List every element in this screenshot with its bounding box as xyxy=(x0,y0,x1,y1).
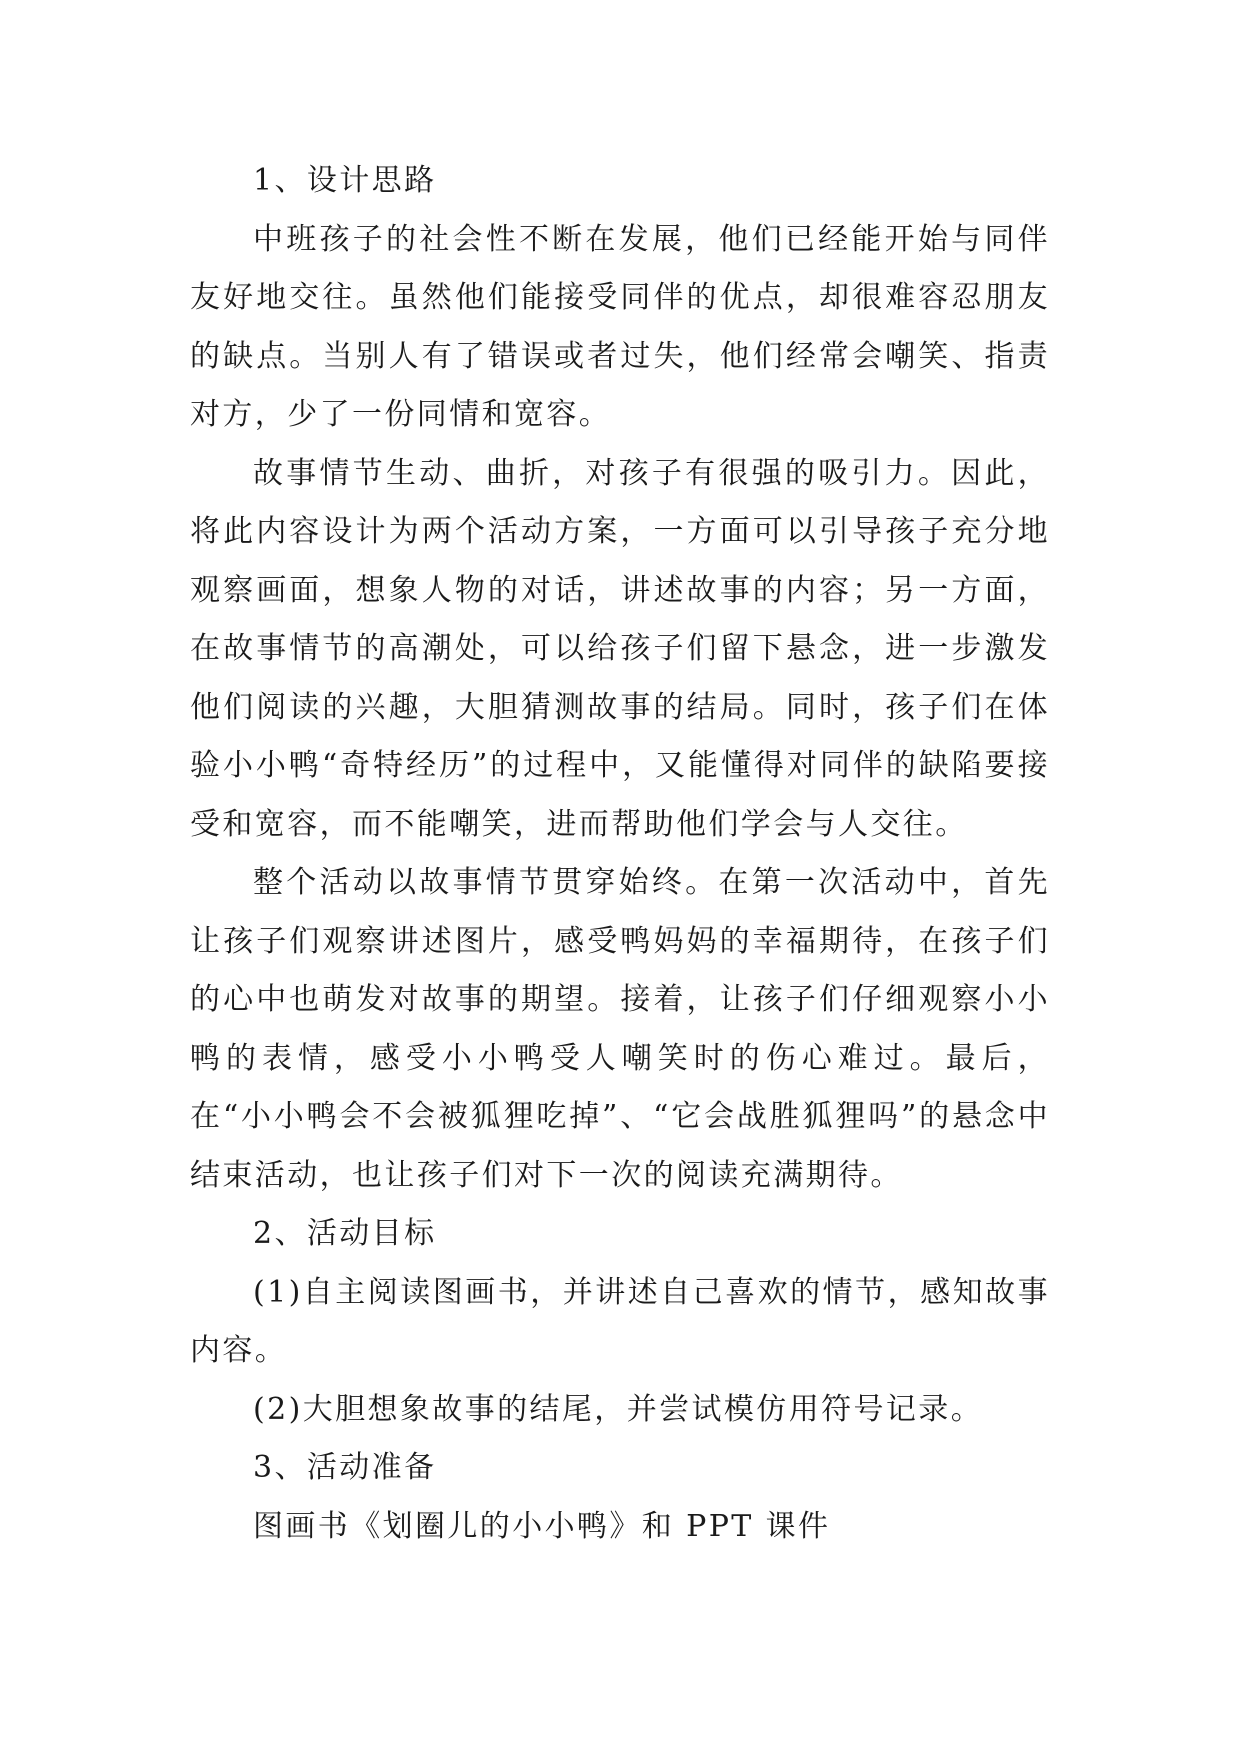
section-heading-activity-goals: 2、活动目标 xyxy=(253,1216,437,1251)
goal-item-1: (1)自主阅读图画书，并讲述自己喜欢的情节，感知故事内容。 xyxy=(190,1274,1050,1368)
paragraph-social-development: 中班孩子的社会性不断在发展，他们已经能开始与同伴友好地交往。虽然他们能接受同伴的优点，却很难容忍朋友的缺点。当别人有了错误或者过失，他们经常会嘲笑、指责对方，少了一份同情和宽容。 xyxy=(190,221,1050,432)
document-body xyxy=(190,152,1050,1556)
section-heading-activity-preparation: 3、活动准备 xyxy=(253,1450,437,1485)
section-heading-design-idea: 1、设计思路 xyxy=(253,163,437,198)
paragraph-story-plot: 故事情节生动、曲折，对孩子有很强的吸引力。因此，将此内容设计为两个活动方案，一方面可以引导孩子充分地观察画面，想象人物的对话，讲述故事的内容；另一方面，在故事情节的高潮处，可以给孩子们留下悬念，进一步激发他们阅读的兴趣，大胆猜测故事的结局。同时，孩子们在体验小小鸭“奇特经历”的过程中，又能懂得对同伴的缺陷要接受和宽容，而不能嘲笑，进而帮助他们学会与人交往。 xyxy=(190,455,1050,842)
preparation-materials: 图画书《划圈儿的小小鸭》和 PPT 课件 xyxy=(253,1508,831,1544)
goal-item-2: (2)大胆想象故事的结尾，并尝试模仿用符号记录。 xyxy=(253,1391,984,1427)
paragraph-activity-flow: 整个活动以故事情节贯穿始终。在第一次活动中，首先让孩子们观察讲述图片，感受鸭妈妈的幸福期待，在孩子们的心中也萌发对故事的期望。接着，让孩子们仔细观察小小鸭的表情，感受小小鸭受人嘲笑时的伤心难过。最后，在“小小鸭会不会被狐狸吃掉”、“它会战胜狐狸吗”的悬念中结束活动，也让孩子们对下一次的阅读充满期待。 xyxy=(190,865,1050,1193)
